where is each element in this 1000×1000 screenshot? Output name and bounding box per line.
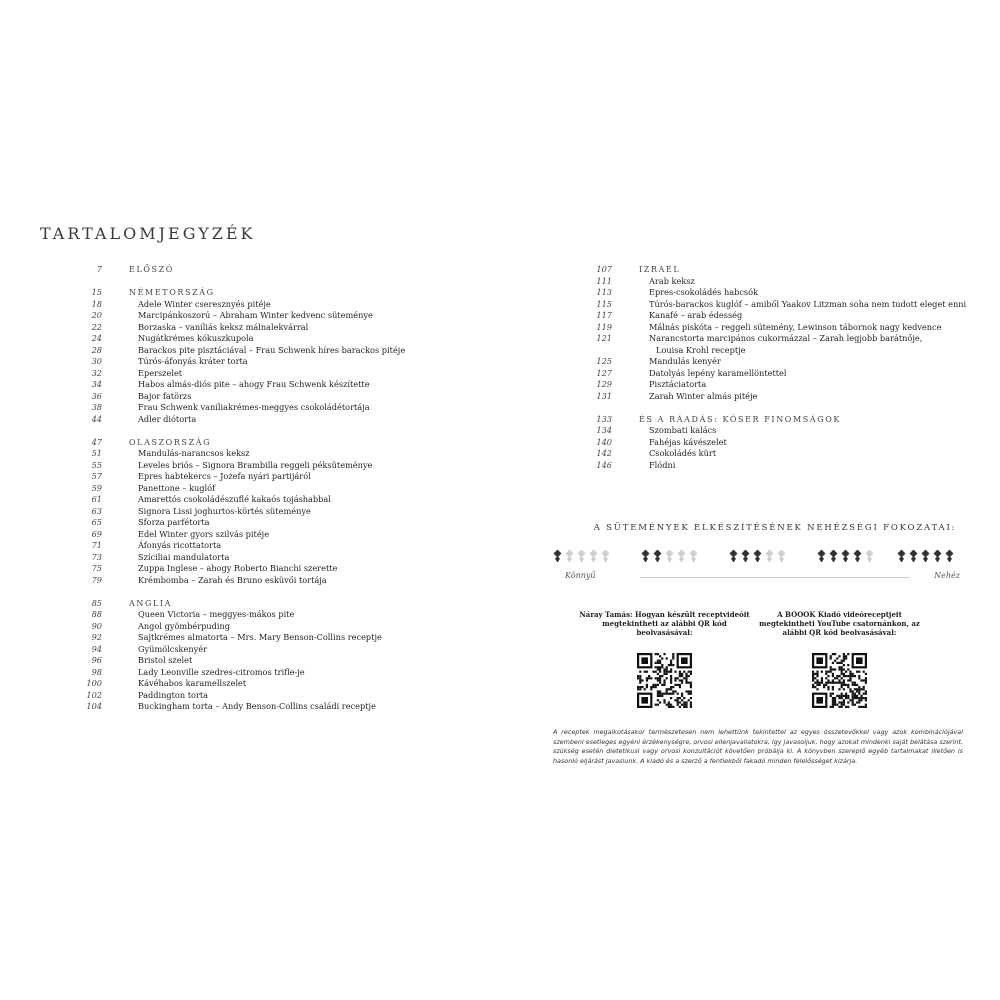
entry-title: Zuppa Inglese – ahogy Roberto Bianchi szerette: [138, 563, 338, 573]
entry-title: Nugátkrémes kókuszkupola: [138, 333, 254, 343]
diamond-filled-icon: [897, 549, 906, 563]
page-number: 142: [596, 448, 612, 458]
toc-entry: [70, 299, 510, 311]
entry-title: Szíciliai mandulatorta: [138, 551, 230, 562]
page-number: 65: [91, 517, 102, 527]
entry-title: Fahéjas kávészelet: [649, 436, 727, 447]
entry-title: Narancstorta marcipános cukormázzal – Zarah legjobb barátnője,: [649, 333, 923, 343]
toc-entry: [70, 391, 510, 403]
page-number: 111: [596, 275, 612, 286]
toc-entry: [580, 356, 980, 368]
diamond-filled-icon: [553, 549, 562, 563]
entry-title: Kanafé – arab édesség: [649, 310, 743, 320]
entry-title: OLASZORSZÁG: [129, 437, 212, 447]
entry-title: Datolyás lepény karamellöntettel: [649, 367, 787, 378]
entry-title: Sajtkrémes almatorta – Mrs. Mary Benson-Collins receptje: [138, 632, 382, 642]
toc-entry: [70, 575, 510, 587]
toc-entry: [70, 402, 510, 414]
toc-section: [70, 598, 510, 713]
page-number: 117: [596, 310, 612, 320]
diamond-filled-icon: [653, 549, 662, 563]
entry-title: NÉMETORSZÁG: [129, 288, 215, 297]
page-number: 47: [91, 436, 102, 447]
page-number: 15: [91, 287, 102, 297]
toc-entry: [580, 322, 980, 334]
diamond-filled-icon: [829, 549, 838, 563]
diamond-empty-icon: [777, 549, 786, 563]
diamond-empty-icon: [689, 549, 698, 563]
difficulty-level-1: [553, 549, 610, 563]
diamond-empty-icon: [601, 549, 610, 563]
entry-title: Frau Schwenk vaníliakrémes-meggyes csokoládétortája: [138, 402, 370, 412]
page-number: 22: [91, 321, 102, 332]
toc-section-heading: [580, 414, 980, 426]
diamond-filled-icon: [853, 549, 862, 563]
hard-label: Nehéz: [934, 571, 960, 580]
entry-title: Flódni: [649, 459, 676, 470]
toc-entry: [70, 379, 510, 391]
diamond-empty-icon: [665, 549, 674, 563]
toc-entry: [70, 494, 510, 506]
page-number: 32: [91, 367, 102, 378]
page-title: TARTALOMJEGYZÉK: [40, 224, 256, 243]
entry-title: Amarettós csokoládészuflé kakaós tojáshabbal: [138, 494, 331, 504]
page-number: 92: [91, 632, 102, 642]
toc-entry: [70, 552, 510, 564]
diamond-filled-icon: [741, 549, 750, 563]
toc-entry: [70, 460, 510, 472]
toc-section: [70, 437, 510, 587]
toc-entry: [580, 448, 980, 460]
entry-title: Eperszelet: [138, 367, 183, 378]
toc-entry: [580, 368, 980, 380]
entry-title: Adele Winter cseresznyés pitéje: [138, 298, 271, 309]
entry-title: Túrós-barackos kuglóf – amiből Yaakov Litzman soha nem tudott eleget enni: [649, 298, 967, 309]
diamond-filled-icon: [641, 549, 650, 563]
entry-title: Epres habtekercs – Jozefa nyári partijáról: [138, 471, 311, 481]
entry-title: ANGLIA: [129, 598, 173, 608]
toc-section: [580, 264, 980, 402]
toc-entry: [580, 391, 980, 403]
toc-entry: [70, 632, 510, 644]
toc-section-heading: [70, 598, 510, 610]
entry-title: Louisa Krohl receptje: [656, 344, 746, 355]
diamond-empty-icon: [565, 549, 574, 563]
page-number: 113: [596, 287, 612, 297]
page-number: 98: [91, 666, 102, 677]
entry-title: Habos almás-diós pite – ahogy Frau Schwenk készítette: [138, 379, 370, 389]
entry-title: Mandulás-narancsos keksz: [138, 448, 250, 458]
entry-title: Málnás piskóta – reggeli sütemény, Lewinson tábornok nagy kedvence: [649, 321, 942, 332]
entry-title: Gyümölcskenyér: [138, 643, 208, 654]
page-number: 24: [91, 333, 102, 343]
diamond-filled-icon: [841, 549, 850, 563]
page-number: 107: [596, 264, 612, 274]
entry-title: Leveles briós – Signora Brambilla reggeli péksüteménye: [138, 459, 373, 470]
toc-entry: [580, 345, 980, 357]
diamond-empty-icon: [765, 549, 774, 563]
page-number: 63: [91, 505, 102, 516]
toc-entry: [70, 368, 510, 380]
page-number: 125: [596, 356, 612, 366]
diamond-filled-icon: [933, 549, 942, 563]
entry-title: Lady Leonville szedres-citromos trifle-je: [138, 666, 305, 677]
page-number: 140: [596, 436, 612, 447]
diamond-empty-icon: [865, 549, 874, 563]
qr-block-youtube: [752, 610, 927, 708]
toc-entry: [70, 644, 510, 656]
toc-section-heading: [70, 264, 510, 276]
toc-entry: [580, 299, 980, 311]
toc-entry: [580, 310, 980, 322]
disclaimer: A receptek megalkotásakor természetesen nem lehettünk tekintettel az egyes összetevőkkel vagy azok kombinációjával szembeni esetleges egyéni érzékenységre, orvosi ellenjavallatokra, így javasoljuk, hogy azokat mindenki saját belátása szerint, szükség esetén dietetikusi vagy orvosi konzultációt követően próbálja ki. A könyvben szereplő egyéb tartalmakat illetően is hasonló eljárást javaslunk. A kiadó és a szerző a fentiekből fakadó minden felelősséget kizárja.: [553, 728, 963, 765]
page-number: 57: [91, 471, 102, 481]
toc-entry: [580, 437, 980, 449]
diamond-filled-icon: [921, 549, 930, 563]
entry-title: ELŐSZÓ: [129, 265, 174, 274]
toc-entry: [70, 310, 510, 322]
page-number: 104: [86, 701, 102, 711]
entry-title: Túrós-áfonyás kráter torta: [138, 356, 248, 366]
entry-title: Áfonyás ricottatorta: [138, 540, 222, 550]
page-number: 51: [91, 448, 102, 458]
entry-title: Bajor fatörzs: [138, 390, 192, 401]
qr-code-icon[interactable]: [812, 653, 867, 708]
toc-section-heading: [70, 437, 510, 449]
toc-entry: [70, 333, 510, 345]
toc-section-heading: [580, 264, 980, 276]
entry-title: Zarah Winter almás pitéje: [649, 390, 758, 401]
page-number: 131: [596, 390, 612, 401]
page-number: 133: [596, 413, 612, 424]
diamond-empty-icon: [577, 549, 586, 563]
difficulty-level-2: [641, 549, 698, 563]
page-number: 38: [91, 402, 102, 412]
scale-line: [640, 577, 910, 578]
toc-entry: [70, 322, 510, 334]
page-number: 71: [91, 540, 102, 550]
diamond-filled-icon: [945, 549, 954, 563]
page-number: 73: [91, 551, 102, 562]
entry-title: Borzaska – vaníliás keksz málnalekvárral: [138, 321, 309, 332]
page-number: 88: [91, 609, 102, 619]
entry-title: IZRAEL: [639, 265, 681, 274]
toc-entry: [70, 448, 510, 460]
entry-title: Barackos pite pisztáciával – Frau Schwenk híres barackos pitéje: [138, 344, 406, 355]
page-number: 69: [91, 528, 102, 539]
entry-title: Arab keksz: [649, 275, 695, 286]
diamond-filled-icon: [909, 549, 918, 563]
page-number: 30: [91, 356, 102, 366]
page-number: 18: [91, 298, 102, 309]
page-number: 7: [96, 264, 102, 274]
page-number: 115: [596, 298, 612, 309]
toc-entry: [70, 678, 510, 690]
difficulty-level-3: [729, 549, 786, 563]
diamond-empty-icon: [589, 549, 598, 563]
toc-entry: [70, 414, 510, 426]
page-number: 55: [91, 459, 102, 470]
page-number: 85: [91, 597, 102, 608]
qr-code-icon[interactable]: [637, 653, 692, 708]
difficulty-level-4: [817, 549, 874, 563]
toc-entry: [70, 471, 510, 483]
toc-entry: [70, 609, 510, 621]
toc-entry: [70, 483, 510, 495]
toc-entry: [70, 529, 510, 541]
page-number: 134: [596, 425, 612, 435]
entry-title: Angol gyömbérpuding: [138, 620, 231, 631]
entry-title: Buckingham torta – Andy Benson-Collins családi receptje: [138, 701, 376, 711]
page-number: 75: [91, 563, 102, 573]
entry-title: Paddington torta: [138, 689, 209, 700]
difficulty-scale: [565, 571, 960, 583]
toc-entry: [580, 287, 980, 299]
toc-right-column: [580, 264, 980, 483]
toc-entry: [70, 690, 510, 702]
page-number: 102: [86, 689, 102, 700]
entry-title: Sforza parfétorta: [138, 517, 210, 527]
entry-title: Pisztáciatorta: [649, 379, 707, 389]
page-number: 59: [91, 482, 102, 493]
toc-section: [580, 414, 980, 472]
toc-entry: [580, 425, 980, 437]
toc-section-heading: [70, 287, 510, 299]
page-number: 28: [91, 344, 102, 355]
toc-section: [70, 264, 510, 276]
toc-entry: [70, 506, 510, 518]
entry-title: Szombati kalács: [649, 425, 717, 435]
page-number: 94: [91, 643, 102, 654]
diamond-filled-icon: [817, 549, 826, 563]
toc-entry: [580, 460, 980, 472]
toc-entry: [580, 333, 980, 345]
page-number: 119: [596, 321, 612, 332]
toc-entry: [70, 701, 510, 713]
entry-title: Krémbomba – Zarah és Bruno esküvői tortája: [138, 574, 327, 585]
page-number: 146: [596, 459, 612, 470]
page-number: 96: [91, 655, 102, 665]
entry-title: Bristol szelet: [138, 655, 193, 665]
toc-entry: [70, 517, 510, 529]
page-number: 129: [596, 379, 612, 389]
easy-label: Könnyű: [565, 571, 596, 580]
page-number: 121: [596, 333, 612, 343]
page-number: 34: [91, 379, 102, 389]
page-number: 44: [91, 413, 102, 424]
page-number: 79: [91, 574, 102, 585]
page-number: 61: [91, 494, 102, 504]
toc-entry: [70, 540, 510, 552]
page-number: 36: [91, 390, 102, 401]
toc-entry: [580, 276, 980, 288]
entry-title: Panettone – kuglóf: [138, 482, 216, 493]
diamond-filled-icon: [753, 549, 762, 563]
entry-title: ÉS A RÁADÁS: KÓSER FINOMSÁGOK: [639, 414, 841, 424]
page-number: 127: [596, 367, 612, 378]
diamond-filled-icon: [729, 549, 738, 563]
entry-title: Edel Winter gyors szilvás pitéje: [138, 528, 270, 539]
entry-title: Csokoládés kürt: [649, 448, 717, 458]
diamond-empty-icon: [677, 549, 686, 563]
page-number: 20: [91, 310, 102, 320]
page-number: 90: [91, 620, 102, 631]
toc-entry: [580, 379, 980, 391]
toc-section: [70, 287, 510, 425]
difficulty-title: A SÜTEMÉNYEK ELKÉSZÍTÉSÉNEK NEHÉZSÉGI FOKOZATAI:: [593, 523, 957, 533]
toc-entry: [70, 655, 510, 667]
toc-entry: [70, 667, 510, 679]
entry-title: Adler diótorta: [138, 413, 197, 424]
page-number: 100: [86, 678, 102, 688]
toc-entry: [70, 356, 510, 368]
toc-entry: [70, 345, 510, 357]
toc-entry: [70, 621, 510, 633]
qr-block-videos: [577, 610, 752, 708]
toc-left-column: [70, 264, 510, 724]
difficulty-levels: [553, 549, 963, 565]
toc-entry: [70, 563, 510, 575]
difficulty-level-5: [897, 549, 954, 563]
qr-caption: A BOOOK Kiadó videóreceptjeit megtekintheti YouTube csatornánkon, az alábbi QR kód beolvasásával:: [759, 610, 920, 637]
entry-title: Marcipánkoszorú – Abraham Winter kedvenc süteménye: [138, 310, 373, 320]
qr-caption: Náray Tamás: Hogyan készült receptvideóit megtekintheti az alábbi QR kód beolvasásával:: [579, 610, 750, 637]
entry-title: Mandulás kenyér: [649, 356, 721, 366]
entry-title: Queen Victoria – meggyes-mákos pite: [138, 609, 295, 619]
entry-title: Epres-csokoládés habcsók: [649, 287, 759, 297]
entry-title: Kávéhabos karamellszelet: [138, 678, 247, 688]
entry-title: Signora Lissi joghurtos-körtés süteménye: [138, 505, 311, 516]
